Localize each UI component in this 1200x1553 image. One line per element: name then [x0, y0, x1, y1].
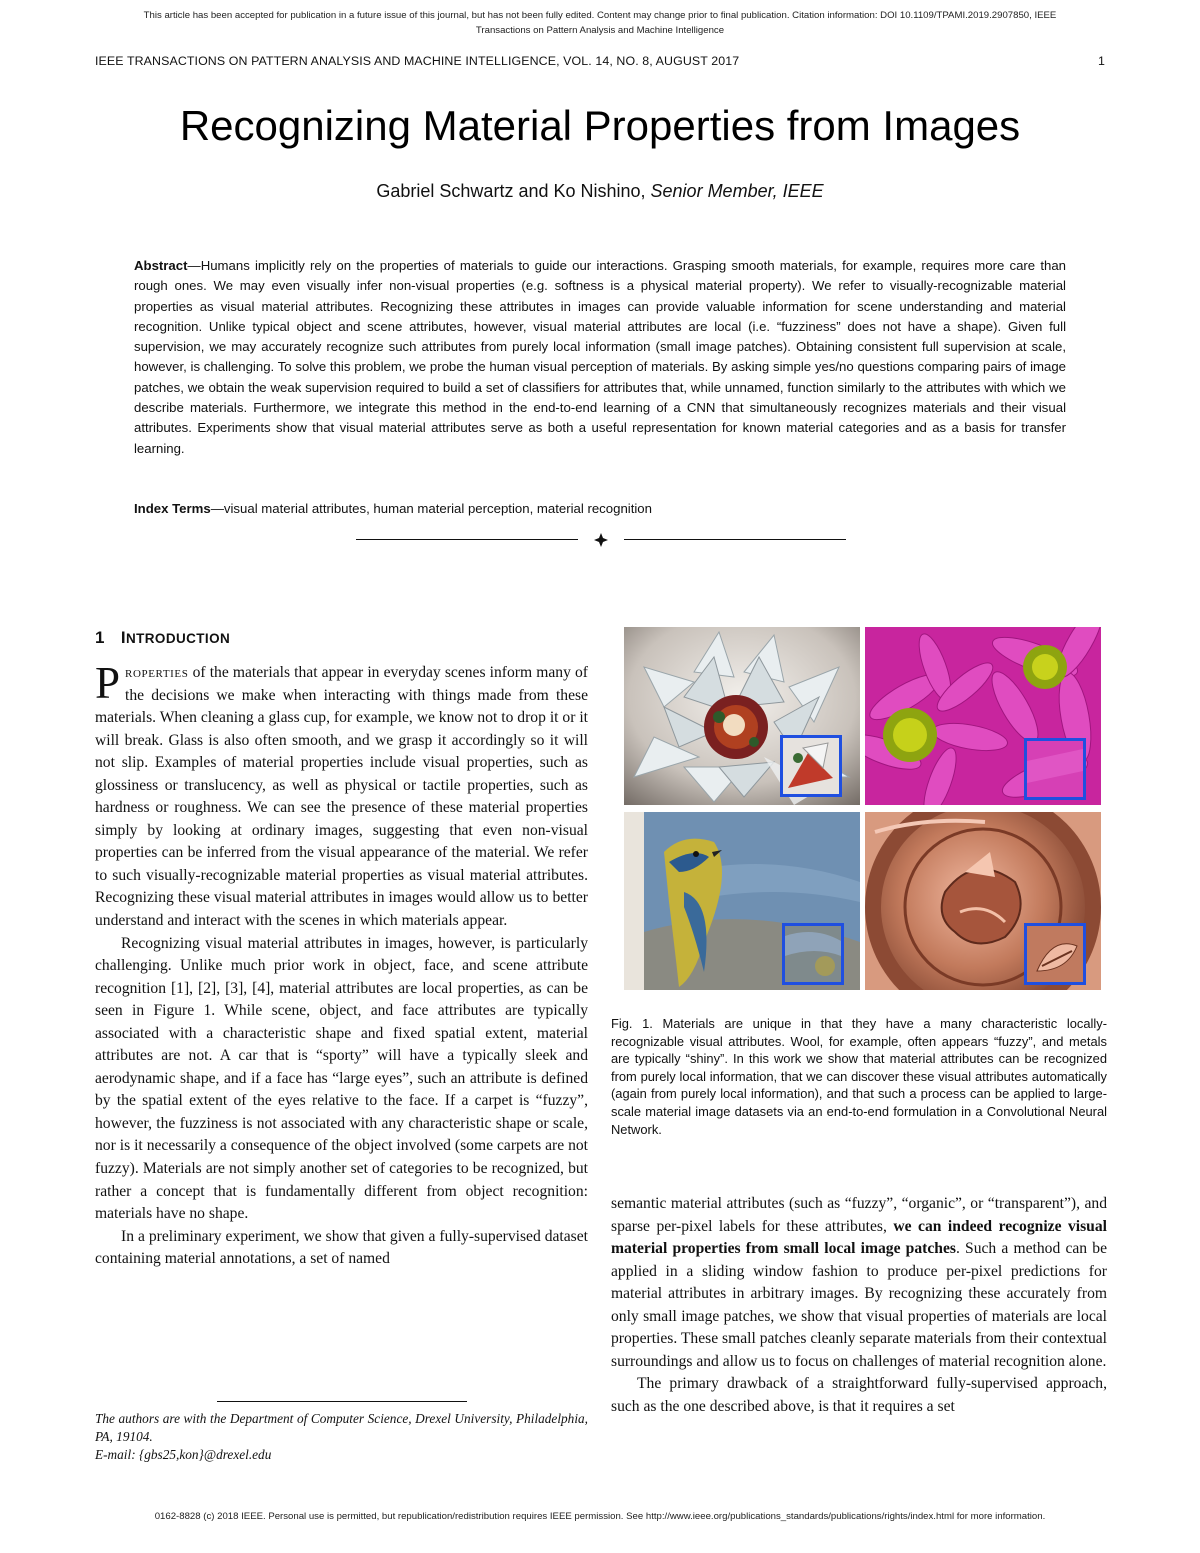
- figure-tile-flowers: [865, 627, 1101, 805]
- paragraph-continued-text-b: . Such a method can be applied in a sliding window fashion to produce per-pixel predictions for material attributes in arbitrary images. By recognizing these accurately from only small image patches, we show that visual properties of materials are local properties. These small patches cleanly separate materials from their contextual surroundings and allow us to focus on challenges of material recognition alone.: [611, 1240, 1107, 1370]
- copyright-footer: 0162-8828 (c) 2018 IEEE. Personal use is permitted, but republication/redistribution requires IEEE permission. See http://www.ieee.org/publications_standards/publications/rights/index.html for more information.: [154, 1511, 1046, 1522]
- right-column-body: [611, 1193, 1107, 1418]
- paragraph-continued: [611, 1193, 1107, 1373]
- section-divider: [356, 530, 846, 550]
- left-column-body: [95, 658, 588, 1271]
- patch-highlight: [780, 735, 842, 797]
- index-terms-text: —visual material attributes, human material perception, material recognition: [210, 501, 652, 516]
- drop-cap: P: [95, 658, 121, 708]
- figure-tile-copper: [865, 812, 1101, 990]
- patch-highlight: [1024, 923, 1086, 985]
- patch-highlight: [1024, 738, 1086, 800]
- abstract: [134, 256, 1066, 459]
- paragraph-continued-text-a: semantic material attributes (such as “fuzzy”, “organic”, or “transparent”), and sparse per-pixel labels for these attributes,: [611, 1195, 1107, 1235]
- section-title-initial: I: [120, 628, 126, 647]
- section-heading: [95, 628, 230, 648]
- paragraph-drawback: The primary drawback of a straightforward fully-supervised approach, such as the one described above, is that it requires a set: [611, 1375, 1107, 1415]
- page-number: 1: [1098, 54, 1105, 68]
- divider-line-left: [356, 539, 578, 540]
- figure-1: [624, 627, 1096, 991]
- author-line: [0, 181, 1200, 202]
- key-claim-bold: we can indeed recognize visual material properties from small local image patches: [611, 1217, 1107, 1258]
- paragraph-1: [95, 658, 588, 933]
- paragraph-1-text: of the materials that appear in everyday scenes inform many of the decisions we make when interacting with things made from these materials. When cleaning a glass cup, for example, we know not to drop it or it will break. Glass is also often smooth, and we grasp it accordingly so it will not slip. Examples of material properties include visual properties, such as glossiness or translucency, as well as physical or tactile properties, such as hardness or roughness. We can see the presence of these material properties simply by looking at ordinary images, suggesting that even non-visual properties can be inferred from the visual appearance of the material. We refer to such visually-recognizable material properties as visual material attributes. Recognizing these visual material attributes in images would allow us to better understand and interact with the scenes in which materials appear.: [95, 664, 588, 930]
- abstract-text: —Humans implicitly rely on the properties of materials to guide our interactions. Grasping smooth materials, for example, requires more care than rough ones. We may even visually infer non-visual properties (e.g. softness is a physical material property). We refer to visually-recognizable material properties as visual material attributes. Recognizing these attributes in images can provide valuable information for scene understanding and material recognition. Unlike typical object and scene attributes, however, visual material attributes are local (i.e. “fuzziness” does not have a shape). Given full supervision, we may accurately recognize such attributes from purely local information (small image patches). Obtaining consistent full supervision at scale, however, is challenging. To solve this problem, we probe the human visual perception of materials. By asking simple yes/no questions comparing pairs of image patches, we obtain the weak supervision required to build a set of classifiers for attributes that, while unnamed, function similarly to the attributes with which we describe materials. Furthermore, we integrate this method in the end-to-end learning of a CNN that simultaneously recognizes materials and their visual attributes. Experiments show that visual material attributes serve as both a useful representation for known material categories and as a basis for transfer learning.: [134, 258, 1066, 456]
- banner-line-2: Transactions on Pattern Analysis and Machine Intelligence: [475, 25, 725, 36]
- section-number: 1: [95, 628, 105, 647]
- figure-tile-glass: [624, 627, 860, 805]
- journal-name: IEEE TRANSACTIONS ON PATTERN ANALYSIS AND MACHINE INTELLIGENCE, VOL. 14, NO. 8, AUGUST 2017: [95, 54, 740, 68]
- footnote-affiliation: The authors are with the Department of Computer Science, Drexel University, Philadelphia, PA, 19104.: [95, 1411, 588, 1445]
- paragraph-2: Recognizing visual material attributes in images, however, is particularly challenging. Unlike much prior work in object, face, and scene attribute recognition [1], [2], [3], [4], material attributes are local properties, as can be seen in Figure 1. While scene, object, and face attributes are typically associated with a characteristic shape and fixed spatial extent, material attributes are not. A car that is “sporty” will have a typically sleek and aerodynamic shape, and if a face has “large eyes”, such an attribute is defined by the spatial extent of the eyes relative to the face. If a carpet is “fuzzy”, however, the fuzziness is not associated with any characteristic shape or scale, nor is it necessarily a consequence of the object involved (some carpets are not fuzzy). Materials are not simply another set of categories to be recognized, but rather a concept that is fundamentally different from object recognition: materials have no shape.: [95, 934, 588, 1223]
- diamond-ornament-icon: [593, 532, 609, 548]
- author-membership: Senior Member, IEEE: [650, 181, 824, 201]
- index-terms: [134, 499, 1066, 519]
- index-terms-label: Index Terms: [134, 501, 211, 516]
- banner-line-1: This article has been accepted for publication in a future issue of this journal, but has not been fully edited. Content may change prior to final publication. Citation information: DOI 10.1109/TPAMI.2019.2907850, IEEE: [143, 10, 1057, 21]
- footnote-rule: [217, 1401, 467, 1402]
- figure-caption: Fig. 1. Materials are unique in that they have a many characteristic locally-recognizable visual attributes. Wool, for example, often appears “fuzzy”, and metals are typically “shiny”. In this work we show that material attributes can be recognized from purely local information, that we can discover these visual attributes automatically (again from purely local information), and that such a process can be applied to large-scale material image datasets via an end-to-end formulation in a Convolutional Neural Network.: [611, 1016, 1107, 1137]
- running-header: [95, 54, 1105, 72]
- section-title-rest: NTRODUCTION: [125, 631, 231, 646]
- divider-line-right: [624, 539, 846, 540]
- figure-tile-felt: [624, 812, 860, 990]
- publication-banner: [20, 8, 1180, 38]
- author-names: Gabriel Schwartz and Ko Nishino,: [376, 181, 651, 201]
- paragraph-3: In a preliminary experiment, we show that given a fully-supervised dataset containing material annotations, a set of named: [95, 1227, 588, 1268]
- abstract-label: Abstract: [134, 258, 188, 273]
- paper-title: Recognizing Material Properties from Images: [179, 102, 1021, 149]
- patch-highlight: [782, 923, 844, 985]
- author-footnote: [95, 1410, 588, 1465]
- smallcaps-lead: roperties: [125, 664, 189, 681]
- footnote-email: E-mail: {gbs25,kon}@drexel.edu: [95, 1447, 272, 1463]
